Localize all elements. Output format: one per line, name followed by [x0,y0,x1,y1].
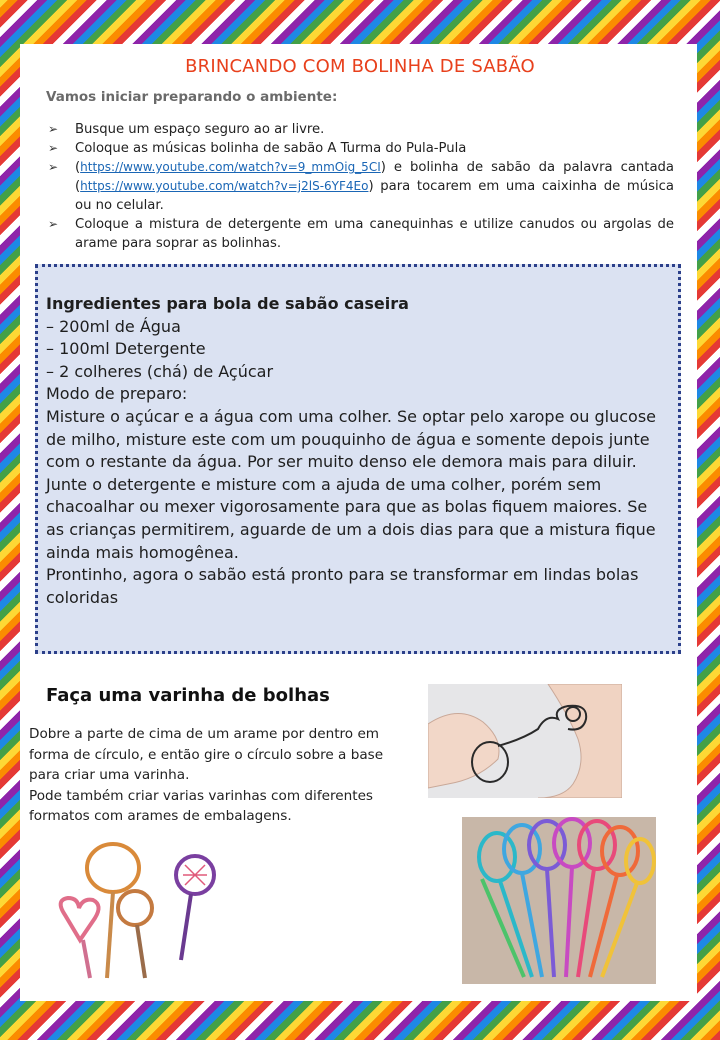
ingredient-detergent: – 100ml Detergente [46,339,206,359]
wand-paragraph-2: Pode também criar varias varinhas com diferentes formatos com arames de embalagens. [29,787,374,825]
colorful-wands-photo [462,817,656,984]
ingredient-water: – 200ml de Água [46,316,181,336]
wand-section-title: Faça uma varinha de bolhas [46,685,330,706]
list-item: ➢ (https://www.youtube.com/watch?v=9_mmOig_5CI) e bolinha de sabão da palavra cantada (https://www.youtube.com/watch?v=j2lS-6YF4Eo) para tocarem em uma caixinha de música ou no celular. [48,160,674,213]
arrow-bullet-icon: ➢ [48,141,59,155]
arrow-bullet-icon: ➢ [48,122,59,136]
instructions-list [48,120,674,253]
ingredient-sugar: – 2 colheres (chá) de Açúcar [46,361,274,381]
method-label: Modo de preparo: [46,384,188,404]
wand-instructions [29,724,414,827]
arrow-bullet-icon: ➢ [48,217,59,231]
list-item: ➢ Coloque a mistura de detergente em uma canequinhas e utilize canudos ou argolas de arame para soprar as bolinhas. [48,217,674,251]
method-step-1: Misture o açúcar e a água com uma colher. Se optar pelo xarope ou glucose de milho, misture este com um pouquinho de água e somente depois junte com o restante da água. Por ser muito denso ele demora mais para diluir. [46,406,657,472]
recipe-heading: Ingredientes para bola de sabão caseira [46,294,409,313]
method-step-2: Junte o detergente e misture com a ajuda de uma colher, porém sem chacoalhar ou mexer vigorosamente para que as bolas fiquem maiores. Se as crianças permitirem, aguarde de um a dois dias para que a mistura fique ainda mais homogênea. [46,474,656,562]
method-step-3: Prontinho, agora o sabão está pronto para se transformar em lindas bolas coloridas [46,565,639,607]
arrow-bullet-icon: ➢ [48,160,59,174]
list-item: ➢ Coloque as músicas bolinha de sabão A Turma do Pula-Pula [48,141,467,156]
youtube-link-turma-pula-pula[interactable]: https://www.youtube.com/watch?v=9_mmOig_5CI [80,160,381,174]
wand-paragraph-1: Dobre a parte de cima de um arame por dentro em forma de círculo, e então gire o círculo sobre a base para criar uma varinha. [29,726,384,784]
page-title: BRINCANDO COM BOLINHA DE SABÃO [185,56,535,77]
decorated-wands-photo [35,830,225,980]
recipe-box [35,264,681,654]
youtube-link-palavra-cantada[interactable]: https://www.youtube.com/watch?v=j2lS-6YF4Eo [80,179,369,193]
list-item: ➢ Busque um espaço seguro ao ar livre. [48,122,325,137]
page-subtitle: Vamos iniciar preparando o ambiente: [46,89,338,105]
wire-bending-photo [428,684,622,798]
